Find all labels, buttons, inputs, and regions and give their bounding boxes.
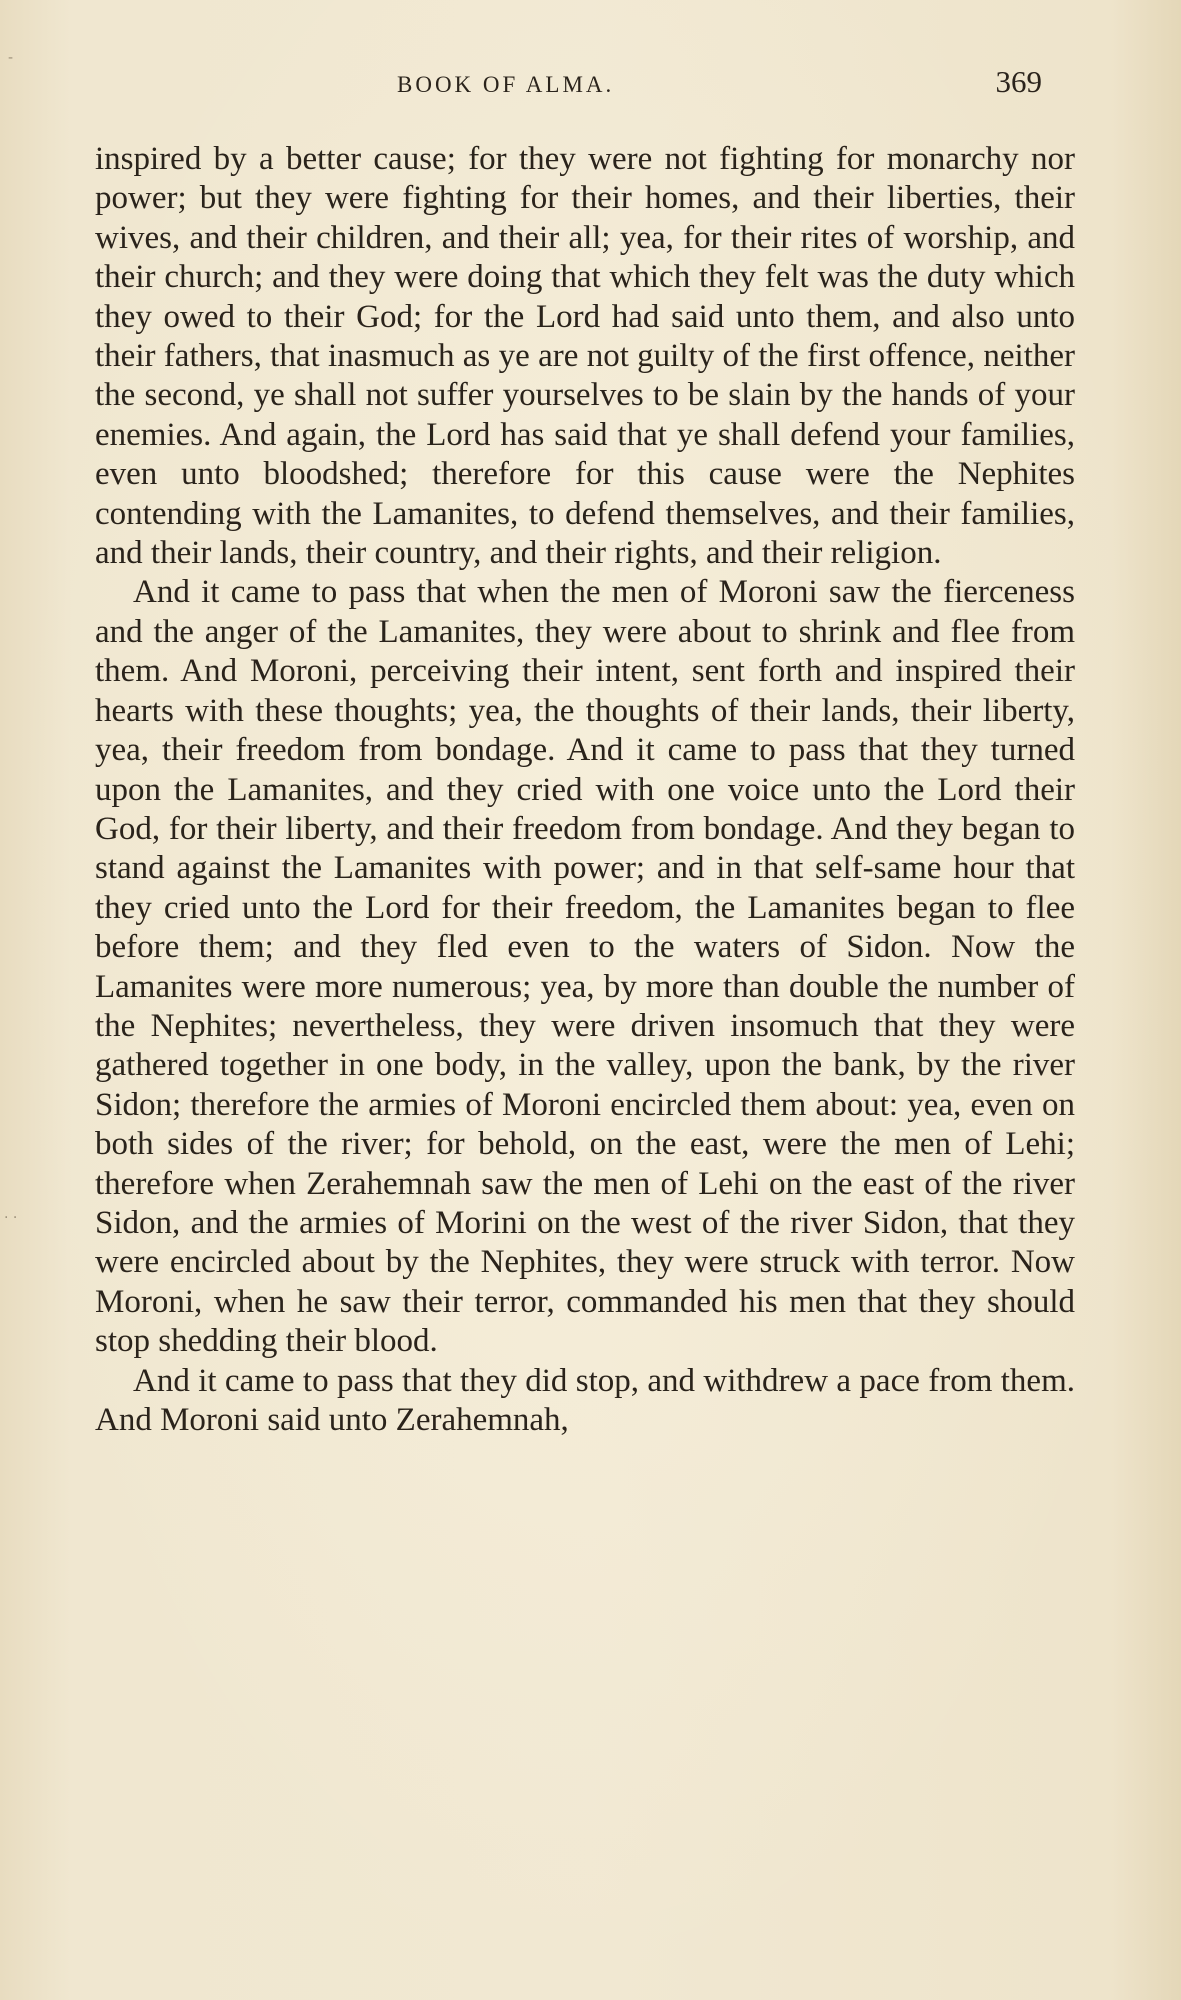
paragraph-1: inspired by a better cause; for they were not fighting for monarchy nor power; but they were fighting for their homes, and their liberties, their wives, and their children, and their all; yea, for their rites of worship, and their church; and they were doing that which they felt was the duty which they owed to their God; for the Lord had said unto them, and also unto their fathers, that inasmuch as ye are not guilty of the first offence, neither the second, ye shall not suffer yourselves to be slain by the hands of your enemies. And again, the Lord has said that ye shall defend your families, even unto bloodshed; therefore for this cause were the Nephites contending with the Lamanites, to defend themselves, and their families, and their lands, their country, and their rights, and their religion.: [95, 141, 1075, 572]
page-number: 369: [995, 64, 1042, 99]
page-header: [92, 62, 1072, 112]
paragraph-3: And it came to pass that they did stop, and withdrew a pace from them. And Moroni said unto Zerahemnah,: [95, 1362, 1075, 1438]
margin-mark-left: · ·: [4, 1210, 18, 1226]
paragraph-2: And it came to pass that when the men of Moroni saw the fierceness and the anger of the Lamanites, they were about to shrink and flee from them. And Moroni, perceiving their intent, sent forth and inspired their hearts with these thoughts; yea, the thoughts of their lands, their liberty, yea, their freedom from bondage. And it came to pass that they turned upon the Lamanites, and they cried with one voice unto the Lord their God, for their liberty, and their freedom from bondage. And they began to stand against the Lamanites with power; and in that self-same hour that they cried unto the Lord for their freedom, the Lamanites began to flee before them; and they fled even to the waters of Sidon. Now the Lamanites were more numerous; yea, by more than double the number of the Nephites; nevertheless, they were driven insomuch that they were gathered together in one body, in the valley, upon the bank, by the river Sidon; therefore the armies of Moroni encircled them about: yea, even on both sides of the river; for behold, on the east, were the men of Lehi; therefore when Zerahemnah saw the men of Lehi on the east of the river Sidon, and the armies of Morini on the west of the river Sidon, that they were encircled about by the Nephites, they were struck with terror. Now Moroni, when he saw their terror, commanded his men that they should stop shedding their blood.: [95, 574, 1075, 1360]
body-text: [95, 140, 1075, 1440]
margin-mark-top: -: [8, 50, 14, 66]
running-head: BOOK OF ALMA.: [397, 72, 615, 97]
